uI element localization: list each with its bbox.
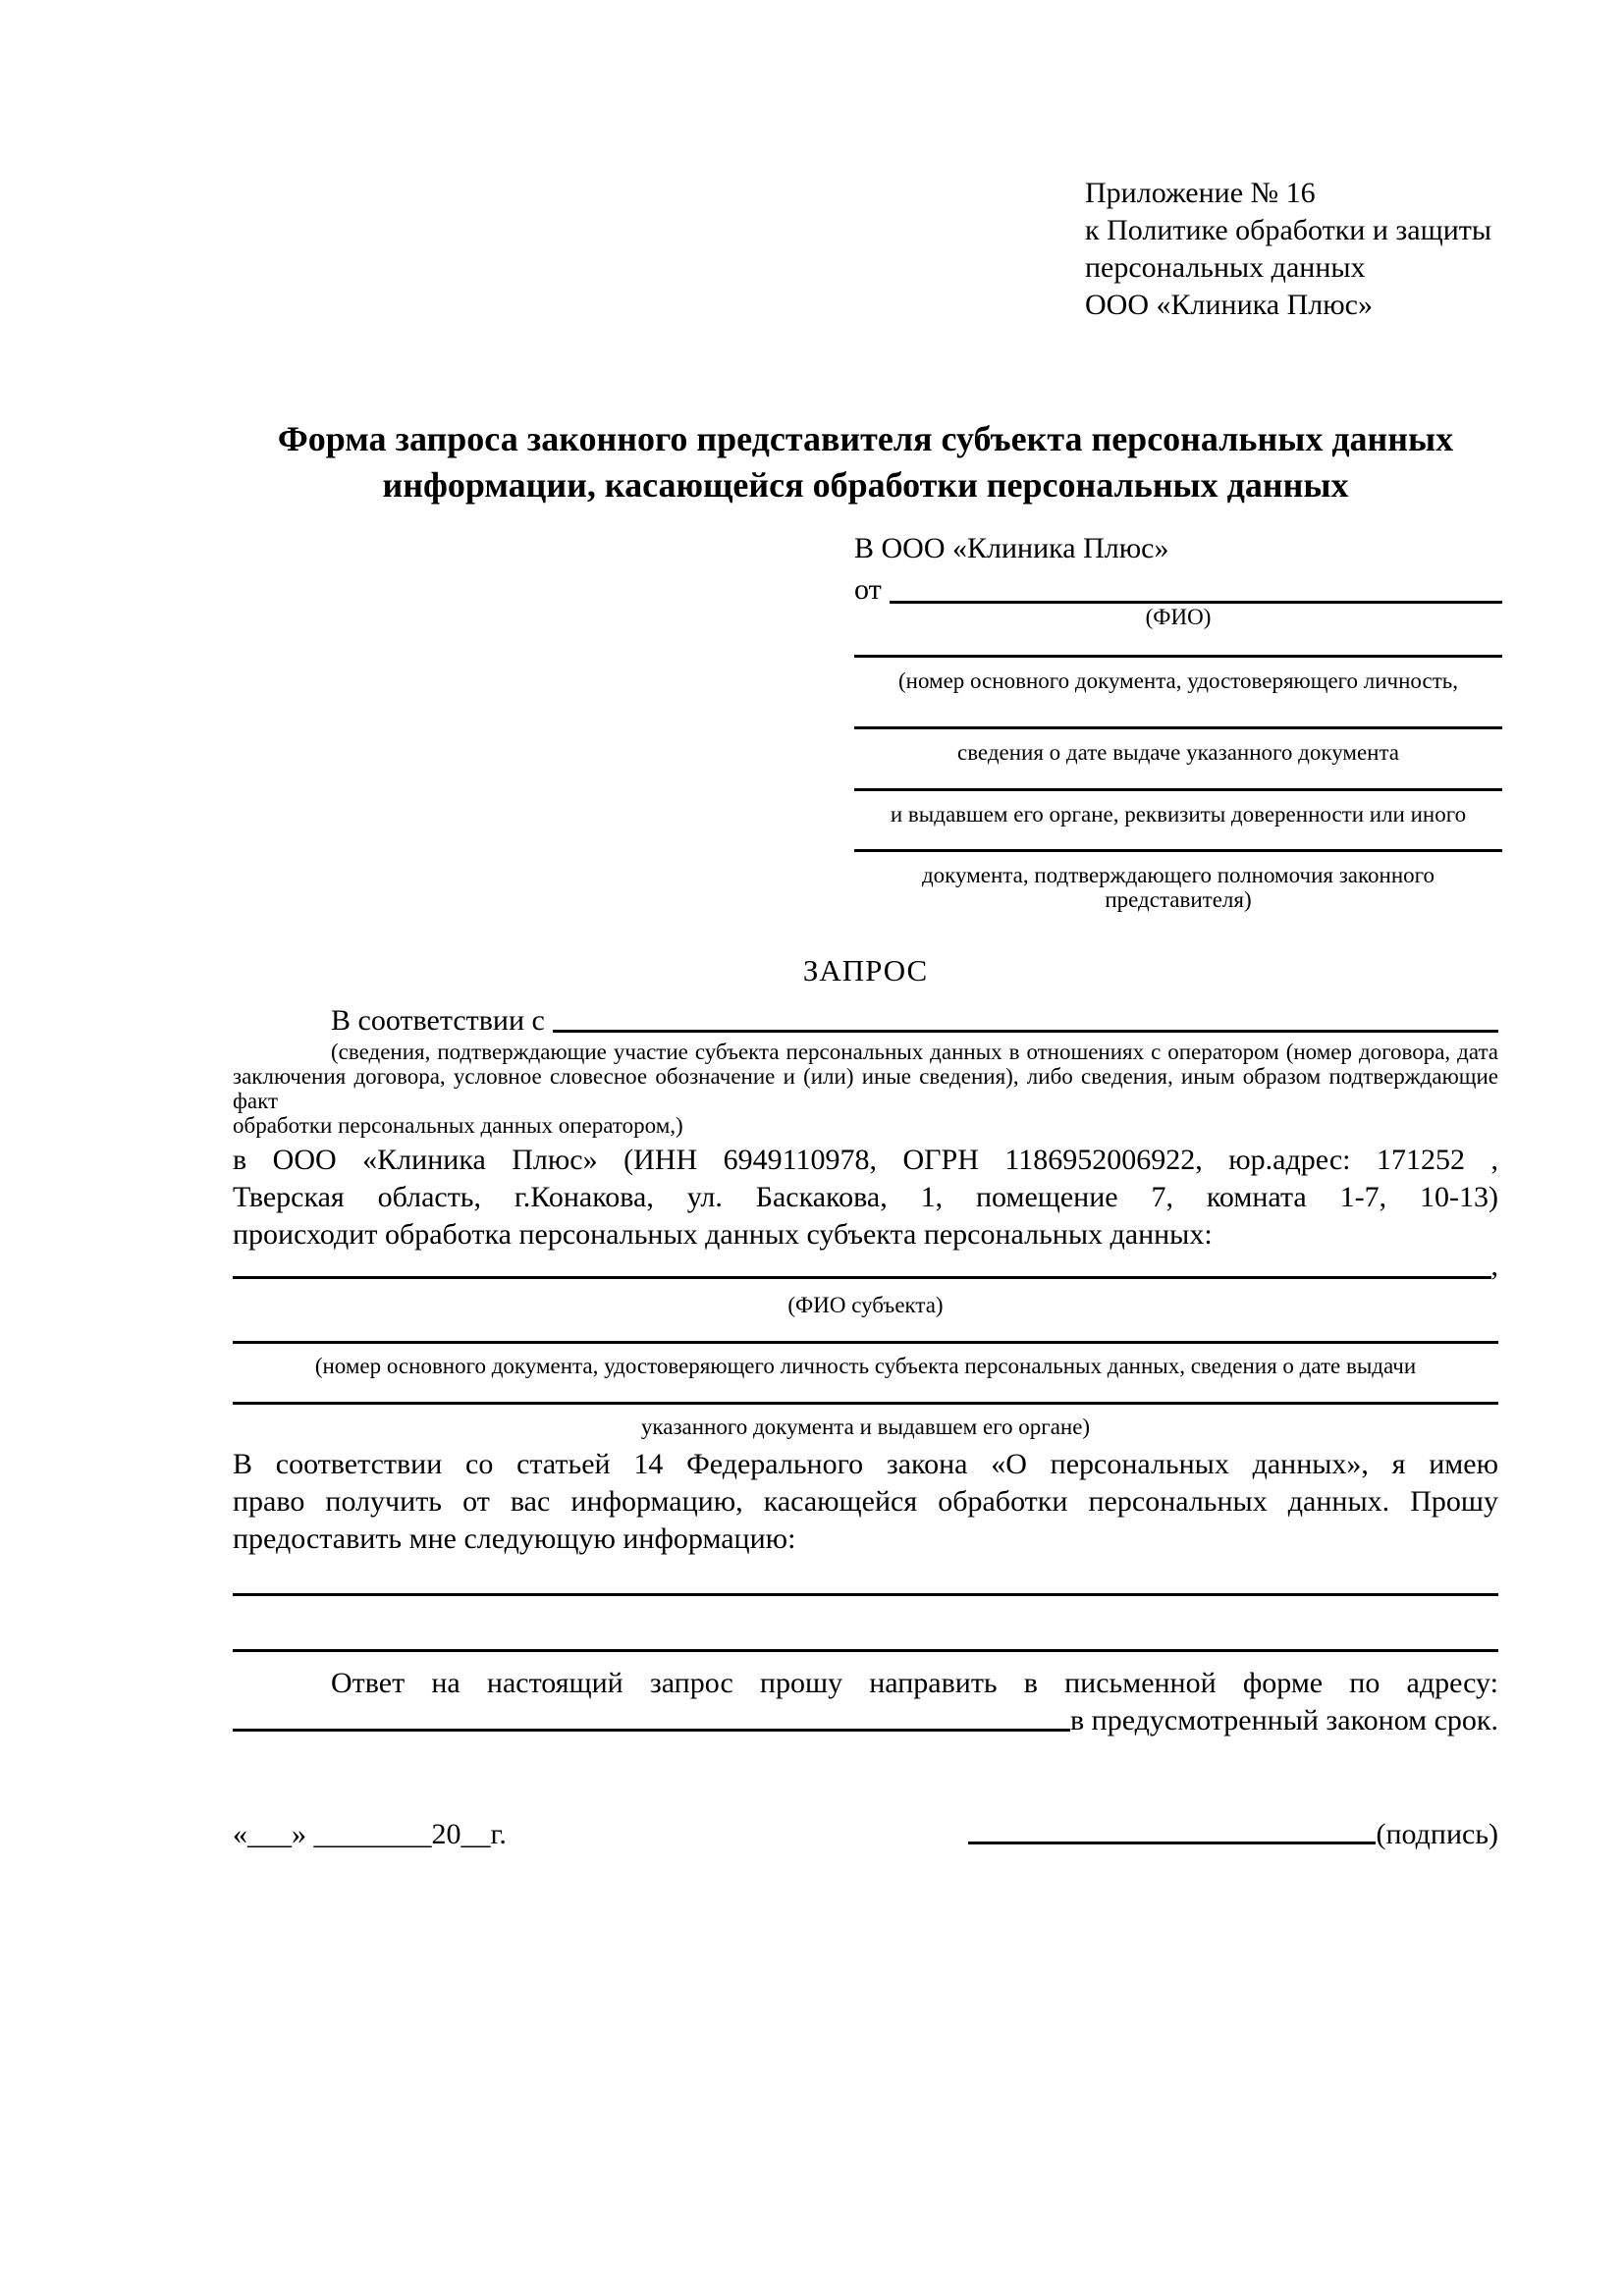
blank-line: [854, 849, 1502, 852]
basis-note-line: обработки персональных данных оператором,): [233, 1113, 683, 1138]
law-paragraph-line: право получить от вас информацию, касающейся обработки персональных данных. Прошу: [233, 1485, 1498, 1518]
subject-fio-field-row: [233, 1250, 1498, 1282]
from-label: от: [854, 573, 882, 606]
reply-paragraph: [233, 1665, 1498, 1739]
subject-fio-caption: (ФИО субъекта): [787, 1293, 944, 1317]
basis-note-line: (сведения, подтверждающие участие субъекта персональных данных в отношениях с оператором (номер договора, дата: [331, 1040, 1498, 1064]
law-paragraph-line: предоставить мне следующую информацию:: [233, 1522, 796, 1555]
signature-blank-line: [968, 1842, 1376, 1844]
blank-line: [854, 726, 1502, 729]
authority-document-field-row: [854, 849, 1502, 912]
signature-row: [233, 1816, 1498, 1853]
fio-caption: (ФИО): [1145, 605, 1212, 629]
addressee-block: [854, 530, 1502, 912]
blank-line-caption: (номер основного документа, удостоверяющего личность,: [897, 668, 1458, 693]
requested-info-blank-line: [233, 1593, 1498, 1596]
blank-line-caption: и выдавшем его органе, реквизиты доверенности или иного: [890, 802, 1467, 827]
subject-issuer-caption: указанного документа и выдавшем его органе): [640, 1415, 1091, 1439]
signature-caption: (подпись): [1376, 1818, 1498, 1850]
document-title: [233, 416, 1498, 508]
reply-address-field-row: [233, 1702, 1498, 1739]
document-title-line: информации, касающейся обработки персональных данных: [382, 465, 1349, 505]
basis-label: В соответствии с: [331, 1004, 545, 1037]
addressee-organization: В ООО «Клиника Плюс»: [854, 532, 1169, 564]
law-paragraph-line: В соответствии со статьей 14 Федерального закона «О персональных данных», я имею: [233, 1448, 1498, 1480]
basis-note-line: заключения договора, условное словесное обозначение и (или) иные сведения), либо сведения, иным образом подтверждающие факт: [233, 1064, 1498, 1113]
appendix-header-line: к Политике обработки и защиты: [1085, 214, 1492, 246]
operator-paragraph-line: Тверская область, г.Конакова, ул. Баскакова, 1, помещение 7, комната 1-7, 10-13): [233, 1181, 1498, 1213]
basis-blank-line: [553, 1030, 1498, 1033]
blank-line: [854, 788, 1502, 791]
basis-field-row: [233, 1002, 1498, 1040]
issuing-authority-field-row: [854, 788, 1502, 827]
law-paragraph: [233, 1446, 1498, 1558]
appendix-header-line: персональных данных: [1085, 251, 1366, 284]
operator-paragraph-line: происходит обработка персональных данных субъекта персональных данных:: [233, 1218, 1213, 1251]
date-blank: «___» ________20__г.: [233, 1818, 507, 1850]
trailing-comma: ,: [1490, 1250, 1498, 1282]
appendix-header-line: ООО «Клиника Плюс»: [1085, 289, 1373, 321]
basis-note: [233, 1040, 1498, 1138]
subject-document-caption: (номер основного документа, удостоверяющего личность субъекта персональных данных, сведения о дате выдачи: [314, 1354, 1417, 1378]
requested-info-blank-line: [233, 1649, 1498, 1652]
blank-line-caption: документа, подтверждающего полномочия законного представителя): [921, 863, 1435, 912]
document-content: [233, 0, 1498, 1853]
blank-line: [854, 655, 1502, 658]
operator-paragraph-line: в ООО «Клиника Плюс» (ИНН 6949110978, ОГРН 1186952006922, юр.адрес: 171252 ,: [233, 1144, 1498, 1176]
reply-paragraph-line: Ответ на настоящий запрос прошу направить в письменной форме по адресу:: [331, 1667, 1498, 1699]
subject-issuer-blank-line: [233, 1402, 1498, 1405]
operator-paragraph: [233, 1142, 1498, 1254]
signature-block: [968, 1816, 1498, 1853]
blank-line-caption: сведения о дате выдаче указанного документа: [956, 740, 1400, 765]
document-number-field-row: [854, 655, 1502, 693]
subject-document-blank-line: [233, 1341, 1498, 1344]
appendix-header-line: Приложение № 16: [1085, 177, 1316, 209]
issue-date-field-row: [854, 726, 1502, 765]
reply-paragraph-tail: в предусмотренный законом срок.: [1070, 1704, 1498, 1736]
reply-address-blank-line: [233, 1729, 1070, 1732]
from-blank-line: [890, 601, 1502, 604]
request-heading: ЗАПРОС: [802, 953, 929, 988]
appendix-header: [1085, 175, 1498, 324]
subject-fio-blank-line: [233, 1276, 1491, 1279]
document-title-line: Форма запроса законного представителя субъекта персональных данных: [277, 419, 1454, 458]
from-field-row: [854, 571, 1502, 609]
